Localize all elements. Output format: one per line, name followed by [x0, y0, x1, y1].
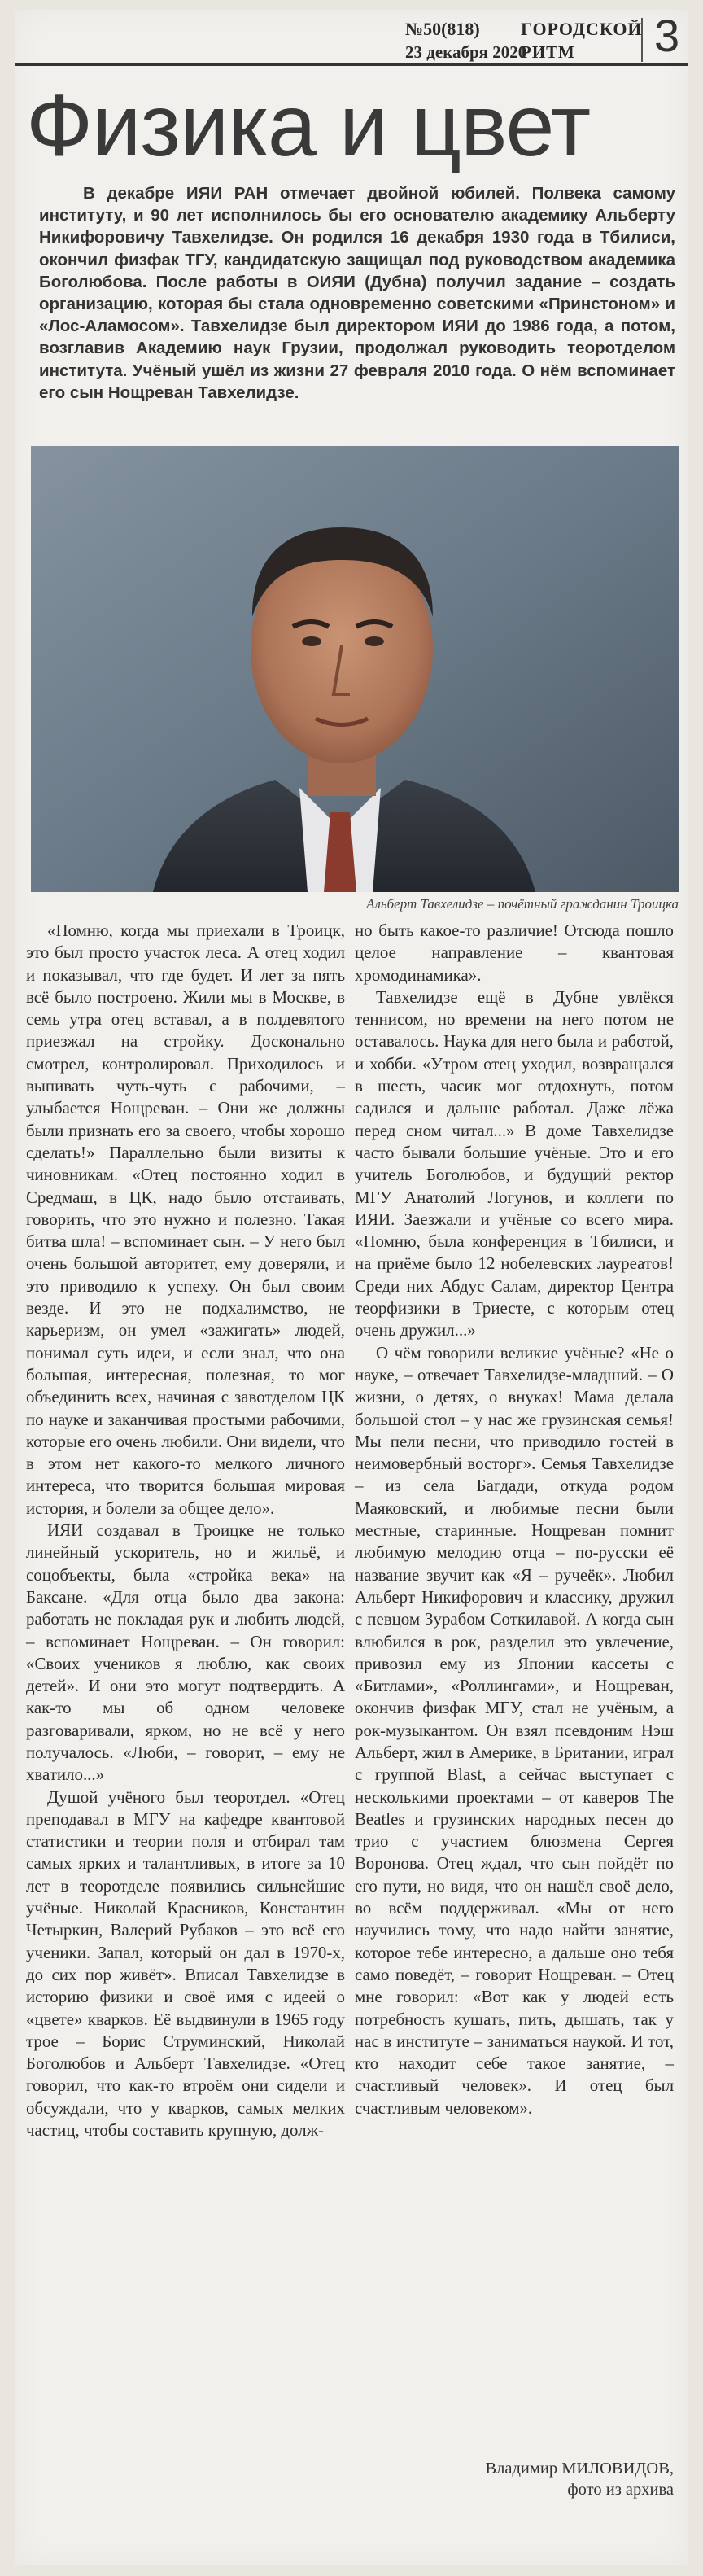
- paragraph: но быть какое-то различие! Отсюда пошло целое направление – квантовая хромодинамика».: [355, 921, 674, 985]
- portrait-photo: [31, 446, 679, 892]
- page-header: [15, 10, 688, 72]
- page-number: 3: [654, 10, 680, 61]
- newspaper-page: [15, 10, 688, 2565]
- header-separator: [641, 18, 643, 62]
- author-signature: [355, 2458, 674, 2500]
- article-title: Физика и цвет: [26, 76, 591, 174]
- article-lead: В декабре ИЯИ РАН отмечает двойной юбилей. Полвека самому институту, и 90 лет исполнилось бы его основателю академику Альберту Никифоровичу Тавхелидзе. Он родился 16 декабря 1930 года в Тбилиси, окончил физфак ТГУ, кандидатскую защищал под руководством академика Боголюбова. После работы в ОИЯИ (Дубна) получил задание – создать организацию, которая бы стала одновременно советскими «Принстоном» и «Лос-Аламосом». Тавхелидзе был директором ИЯИ до 1986 года, а потом, возглавив Академию наук Грузии, продолжал руководить теоротделом института. Учёный ушёл из жизни 27 февраля 2010 года. О нём вспоминает его сын Нощреван Тавхелидзе.: [39, 184, 675, 402]
- paper-name-line2: РИТМ: [521, 42, 575, 62]
- paragraph: Душой учёного был теоротдел. «Отец преподавал в МГУ на кафедре квантовой статистики и теории поля и отбирал там самых ярких и талантливых, в итоге за 10 лет в теоротделе появились сильнейшие учёные. Николай Красников, Константин Четыркин, Валерий Рубаков – это всё его ученики. Запал, который он дал в 1970-х, до сих пор живёт». Вписал Тавхелидзе в историю физики и своё имя с идеей о «цвете» кварков. Её выдвинули в 1965 году трое – Борис Струминский, Николай Боголюбов и Альберт Тавхелидзе. «Отец говорил, что как-то втроём они сидели и обсуждали, что у кварков, самых мелких частиц, чтобы составить крупную, долж-: [26, 1787, 345, 2141]
- header-rule: [15, 63, 688, 66]
- photo-caption: Альберт Тавхелидзе – почётный гражданин Троицка: [366, 896, 679, 912]
- paragraph: ИЯИ создавал в Троицке не только линейный ускоритель, но и жильё, и соцобъекты, была «стройка века» на Баксане. «Для отца было два закона: работать не покладая рук и любить людей, – вспоминает Нощреван. – Он говорил: «Своих учеников я люблю, как своих детей». И они это могут подтвердить. А как-то мы об одном человеке разговаривали, ярком, но не всё у него получалось. «Люби, – говорит, – ему не хватило...»: [26, 1520, 345, 1785]
- author-name: Владимир МИЛОВИДОВ,: [485, 2460, 674, 2478]
- paragraph: «Помню, когда мы приехали в Троицк, это был просто участок леса. А отец ходил и показывал, что где будет. И лет за пять всё было построено. Жили мы в Москве, в семь утра отец вставал, а в полдевятого приезжал на стройку. Досконально смотрел, контролировал. Приходилось и выпивать чуть-чуть с рабочими, – улыбается Нощреван. – Они же должны были признать его за своего, чтобы хорошо сделать!» Параллельно были визиты к чиновникам. «Отец постоянно ходил в Средмаш, в ЦК, надо было отстаивать, говорить, что это нужно и полезно. Такая битва шла! – вспоминает сын. – У него был очень большой авторитет, ему доверяли, и это приводило к успеху. Он был своим везде. И это не подхалимство, не карьеризм, он умел «зажигать» людей, понимал суть идеи, и если знал, что она большая, интересная, полезная, то мог объединить всех, начиная с завотделом ЦК по науке и заканчивая простыми рабочими, которые его очень любили. Они видели, что в этом нет какого-то мелкого личного интереса, что творится большая мировая история, и болели за общее дело».: [26, 921, 345, 1518]
- text-column-right: [355, 920, 674, 2119]
- text-column-left: [26, 920, 345, 2141]
- photo-credit: фото из архива: [567, 2481, 674, 2499]
- issue-number: №50(818): [405, 19, 480, 39]
- paragraph: Тавхелидзе ещё в Дубне увлёкся теннисом, но времени на него потом не оставалось. Наука для него была и работой, и хобби. «Утром отец уходил, возвращался в шесть, часик мог отдохнуть, потом садился и дальше работал. Даже лёжа перед сном читал...» В доме Тавхелидзе часто бывали большие учёные. Это и его учитель Боголюбов, и будущий ректор МГУ Анатолий Логунов, и коллеги по ИЯИ. Заезжали и учёные со всего мира. «Помню, была конференция в Тбилиси, и на приёме было 12 нобелевских лауреатов! Среди них Абдус Салам, директор Центра теорфизики в Триесте, с которым отец очень дружил...»: [355, 986, 674, 1340]
- issue-date: 23 декабря 2020: [405, 42, 527, 62]
- paragraph: О чём говорили великие учёные? «Не о науке, – отвечает Тавхелидзе-младший. – О жизни, о детях, о внуках! Мама делала большой стол – у нас же грузинская семья! Мы пели песни, что приводило гостей в неимовербный восторг». Семья Тавхелидзе – из села Багдади, откуда родом Маяковский, и любимые песни были местные, старинные. Нощреван помнит любимую мелодию отца – по-русски её название звучит как «Я – ручеёк». Любил Альберт Никифорович и классику, дружил с певцом Зурабом Соткилавой. А когда сын влюбился в рок, разделил это увлечение, привозил ему из Японии кассеты с «Битлами», «Роллингами», и Нощреван, окончив физфак МГУ, стал не учёным, а рок-музыкантом. Он взял псевдоним Нэш Альберт, жил в Америке, в Британии, играл с группой Blast, а сейчас выступает с несколькими проектами – от каверов The Beatles и грузинских народных песен до трио с участием блюзмена Сергея Воронова. Отец ждал, что сын пойдёт по его пути, но видя, что он нашёл своё дело, во всём поддерживал. «Мы от него научились тому, что надо найти занятие, которое тебе интересно, а дальше оно тебя само поведёт, – говорит Нощреван. – Отец мне говорил: «Вот как у людей есть потребность кушать, пить, дышать, так у нас в институте – заниматься наукой. И тот, кто находит себе такое занятие, – счастливый человек». И отец был счастливым человеком».: [355, 1342, 674, 2118]
- paper-name-line1: ГОРОДСКОЙ: [521, 19, 643, 39]
